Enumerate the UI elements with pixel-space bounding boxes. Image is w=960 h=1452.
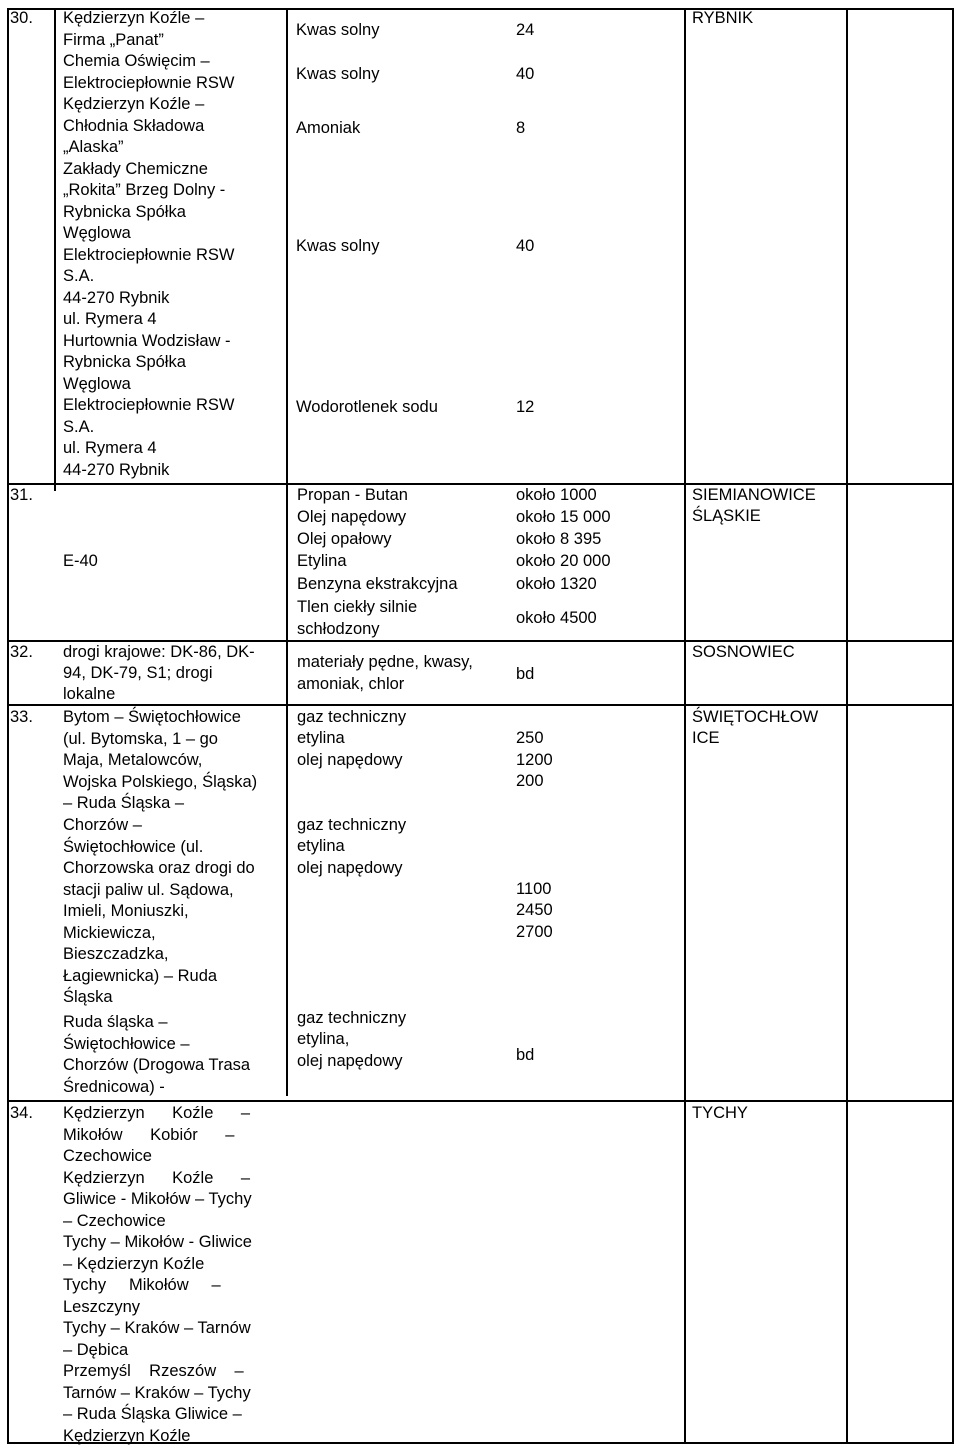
route-line: ul. Rymera 4: [63, 310, 157, 328]
material: gaz techniczny: [297, 1009, 407, 1027]
city: RYBNIK: [692, 9, 754, 27]
route-line: Łagiewnicka) – Ruda: [63, 966, 218, 985]
quantity: bd: [516, 1046, 535, 1064]
route-line: lokalne: [63, 685, 116, 703]
quantity: 12: [516, 398, 535, 416]
route-line: Świętochłowice –: [63, 1034, 190, 1053]
route-line: Mikołów Kobiór –: [63, 1125, 235, 1144]
row-divider-33-34: [7, 1100, 954, 1102]
route-line: Chorzów –: [63, 816, 142, 834]
route-line: Elektrociepłownie RSW: [63, 73, 235, 92]
quantity: 40: [516, 237, 535, 255]
route-line: – Ruda Śląska –: [63, 794, 185, 812]
row-number: 34.: [10, 1104, 33, 1122]
material: Propan - Butan: [297, 486, 408, 504]
material: Amoniak: [296, 119, 361, 137]
route-line: Leszczyny: [63, 1297, 141, 1316]
route-line: ul. Rymera 4: [63, 439, 157, 457]
row-number: 33.: [10, 708, 33, 726]
route-line: Rybnicka Spółka: [63, 353, 186, 371]
row-number: 31.: [10, 486, 33, 504]
route-line: Firma „Panat”: [63, 30, 164, 49]
material: etylina: [297, 729, 345, 747]
route-line: Chłodnia Składowa: [63, 116, 205, 135]
material: olej napędowy: [297, 1052, 403, 1070]
material: Benzyna ekstrakcyjna: [297, 575, 458, 593]
route-line: „Alaska”: [63, 138, 124, 156]
quantity: 40: [516, 65, 535, 83]
route-line: – Dębica: [63, 1340, 129, 1359]
material: Wodorotlenek sodu: [296, 398, 438, 416]
route-line: 44-270 Rybnik: [63, 288, 170, 307]
quantity: 250: [516, 729, 544, 747]
material: Kwas solny: [296, 237, 380, 255]
route-line: Tychy Mikołów –: [63, 1276, 221, 1294]
material-line: materiały pędne, kwasy,: [297, 653, 473, 671]
quantity: około 8 395: [516, 530, 602, 548]
quantity: 1100: [516, 880, 552, 898]
quantity: około 20 000: [516, 552, 611, 570]
route-line: Zakłady Chemiczne: [63, 159, 208, 178]
table-col-divider-3: [684, 8, 686, 1444]
table-col-divider-2: [286, 8, 288, 1096]
route-line: Maja, Metalowców,: [63, 751, 203, 769]
route-line: Kędzierzyn Koźle –: [63, 1168, 251, 1187]
quantity: 200: [516, 772, 544, 790]
material: Olej opałowy: [297, 530, 392, 548]
quantity: około 15 000: [516, 508, 611, 526]
city-line: ICE: [692, 729, 720, 747]
quantity: 2700: [516, 923, 553, 941]
material: olej napędowy: [297, 751, 403, 769]
route-line: Rybnicka Spółka: [63, 202, 186, 221]
route-line: Kędzierzyn Koźle –: [63, 95, 205, 113]
route-line: Bytom – Świętochłowice: [63, 708, 241, 726]
table-col-divider-4: [846, 8, 848, 1444]
quantity: około 1000: [516, 486, 597, 504]
route-line: Śląska: [63, 988, 113, 1006]
route-line: Kędzierzyn Koźle: [63, 1426, 191, 1445]
quantity: bd: [516, 665, 535, 683]
route-cell: E-40: [63, 552, 98, 570]
material: etylina,: [297, 1030, 350, 1048]
city: SOSNOWIEC: [692, 643, 795, 661]
route-line: „Rokita” Brzeg Dolny -: [63, 181, 226, 199]
row-number: 32.: [10, 643, 33, 661]
quantity: 8: [516, 119, 526, 137]
material: schłodzony: [297, 620, 380, 638]
material: etylina: [297, 837, 345, 855]
material: gaz techniczny: [297, 816, 407, 834]
route-line: S.A.: [63, 267, 95, 285]
route-line: drogi krajowe: DK-86, DK-: [63, 643, 255, 661]
material: olej napędowy: [297, 859, 403, 877]
route-line: Kędzierzyn Koźle –: [63, 9, 205, 27]
route-line: Elektrociepłownie RSW: [63, 245, 235, 264]
route-line: Ruda śląska –: [63, 1013, 168, 1031]
route-line: (ul. Bytomska, 1 – go: [63, 729, 218, 748]
route-line: – Czechowice: [63, 1211, 166, 1230]
route-line: Czechowice: [63, 1147, 152, 1165]
route-line: Tarnów – Kraków – Tychy: [63, 1383, 251, 1402]
material-line: amoniak, chlor: [297, 675, 405, 693]
route-line: Tychy – Mikołów - Gliwice: [63, 1233, 252, 1251]
route-line: Węglowa: [63, 224, 131, 242]
route-line: Mickiewicza,: [63, 923, 156, 942]
row-number: 30.: [10, 9, 33, 27]
material: gaz techniczny: [297, 708, 407, 726]
quantity: 1200: [516, 751, 553, 769]
route-line: Węglowa: [63, 374, 131, 393]
row-divider-32-33: [7, 704, 954, 706]
quantity: około 1320: [516, 575, 597, 593]
material: Kwas solny: [296, 21, 380, 39]
route-line: 44-270 Rybnik: [63, 460, 170, 479]
route-line: Świętochłowice (ul.: [63, 837, 204, 856]
route-line: Kędzierzyn Koźle –: [63, 1104, 251, 1122]
route-line: Średnicowa) -: [63, 1077, 165, 1096]
route-line: Imieli, Moniuszki,: [63, 902, 189, 920]
route-line: Wojska Polskiego, Śląska): [63, 772, 258, 791]
city: TYCHY: [692, 1104, 748, 1122]
route-line: Tychy – Kraków – Tarnów: [63, 1319, 251, 1337]
quantity: 2450: [516, 901, 553, 919]
city-line: SIEMIANOWICE: [692, 486, 816, 504]
material: Kwas solny: [296, 65, 380, 83]
route-line: stacji paliw ul. Sądowa,: [63, 880, 234, 899]
route-line: Gliwice - Mikołów – Tychy: [63, 1190, 252, 1208]
route-line: – Kędzierzyn Koźle: [63, 1254, 205, 1273]
table-border-right: [952, 8, 954, 1444]
table-border-left: [7, 8, 9, 1444]
route-line: Elektrociepłownie RSW: [63, 396, 235, 414]
route-line: – Ruda Śląska Gliwice –: [63, 1405, 242, 1423]
city-line: ŚLĄSKIE: [692, 507, 761, 525]
table-col-divider-1: [54, 8, 56, 491]
material: Etylina: [297, 552, 347, 570]
city-line: ŚWIĘTOCHŁOW: [692, 708, 819, 726]
route-line: Chorzowska oraz drogi do: [63, 859, 255, 877]
route-line: 94, DK-79, S1; drogi: [63, 664, 213, 682]
quantity: około 4500: [516, 609, 597, 627]
route-line: Bieszczadzka,: [63, 945, 169, 963]
route-line: Hurtownia Wodzisław -: [63, 331, 231, 350]
route-line: Chemia Oświęcim –: [63, 52, 210, 70]
material: Tlen ciekły silnie: [297, 598, 418, 616]
material: Olej napędowy: [297, 508, 407, 526]
route-line: Chorzów (Drogowa Trasa: [63, 1056, 251, 1074]
route-line: Przemyśl Rzeszów –: [63, 1362, 244, 1380]
quantity: 24: [516, 21, 535, 39]
route-line: S.A.: [63, 417, 95, 436]
